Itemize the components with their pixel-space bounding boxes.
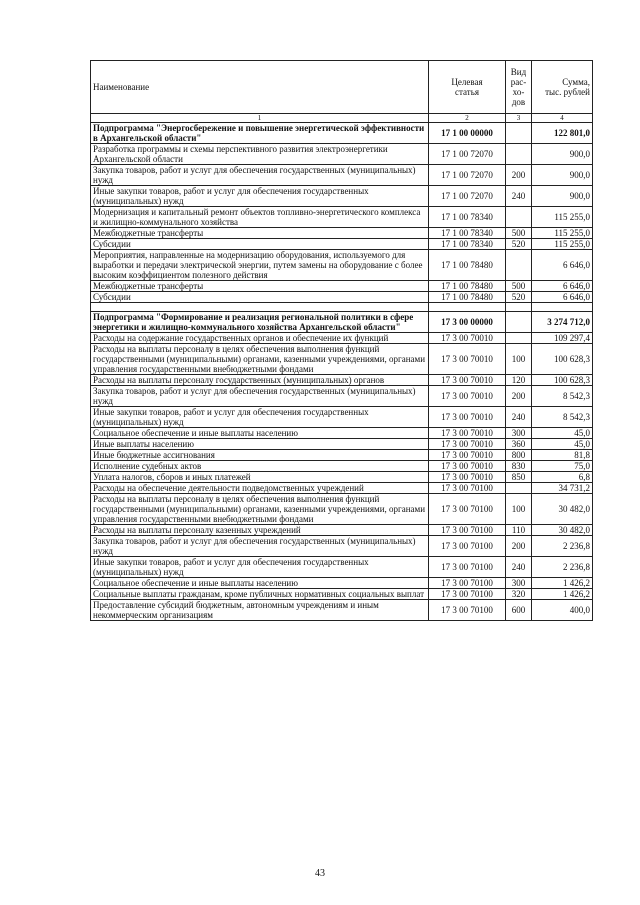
code-cell: 17 1 00 72070 [429,165,506,186]
table-row [91,600,593,621]
expense-type-cell: 500 [506,281,532,292]
name-cell: Закупка товаров, работ и услуг для обеспечения государственных (муниципальных) нужд [91,165,429,186]
table-row [91,207,593,228]
name-cell: Иные закупки товаров, работ и услуг для обеспечения государственных (муниципальных) нужд [91,407,429,428]
expense-type-cell: 120 [506,375,532,386]
expense-type-cell: 100 [506,344,532,375]
header-code-text: Целевая статья [451,77,483,97]
code-cell: 17 1 00 78480 [429,250,506,281]
index-cell: 1 [91,114,429,123]
sum-cell: 900,0 [532,144,593,165]
name-cell: Закупка товаров, работ и услуг для обеспечения государственных (муниципальных) нужд [91,536,429,557]
sum-cell: 6,8 [532,472,593,483]
name-cell: Социальное обеспечение и иные выплаты населению [91,428,429,439]
table-row [91,165,593,186]
expense-type-cell: 100 [506,494,532,525]
expense-type-cell [506,123,532,144]
expense-type-cell [506,303,532,312]
expense-type-cell: 110 [506,525,532,536]
name-cell: Уплата налогов, сборов и иных платежей [91,472,429,483]
spacer-row [91,303,593,312]
header-code [429,61,506,114]
sum-cell: 1 426,2 [532,589,593,600]
name-cell: Расходы на выплаты персоналу государственных (муниципальных) органов [91,375,429,386]
table-row [91,239,593,250]
expense-type-cell [506,483,532,494]
name-cell: Закупка товаров, работ и услуг для обеспечения государственных (муниципальных) нужд [91,386,429,407]
expense-type-cell: 800 [506,450,532,461]
sum-cell: 2 236,8 [532,557,593,578]
expense-type-cell: 600 [506,600,532,621]
name-cell: Социальное обеспечение и иные выплаты населению [91,578,429,589]
table-row [91,228,593,239]
code-cell: 17 3 00 70100 [429,536,506,557]
table-row [91,557,593,578]
sum-cell: 115 255,0 [532,207,593,228]
name-cell [91,303,429,312]
table-row [91,494,593,525]
sum-cell: 45,0 [532,439,593,450]
expense-type-cell: 500 [506,228,532,239]
code-cell: 17 1 00 78480 [429,292,506,303]
name-cell: Расходы на обеспечение деятельности подведомственных учреждений [91,483,429,494]
table-row [91,333,593,344]
code-cell: 17 3 00 70010 [429,407,506,428]
sum-cell: 900,0 [532,165,593,186]
expense-type-cell [506,250,532,281]
code-cell: 17 1 00 72070 [429,144,506,165]
name-cell: Иные бюджетные ассигнования [91,450,429,461]
code-cell: 17 3 00 70010 [429,472,506,483]
name-cell: Субсидии [91,239,429,250]
name-cell: Иные закупки товаров, работ и услуг для обеспечения государственных (муниципальных) нужд [91,186,429,207]
name-cell: Мероприятия, направленные на модернизацию оборудования, используемого для выработки и передачи электрической энергии, путем замены на оборудование с более высоким коэффициентом полезного действия [91,250,429,281]
sum-cell: 100 628,3 [532,344,593,375]
code-cell: 17 3 00 70100 [429,483,506,494]
sum-cell: 8 542,3 [532,407,593,428]
name-cell: Модернизация и капитальный ремонт объектов топливно-энергетического комплекса и жилищно-коммунального хозяйства [91,207,429,228]
sum-cell: 2 236,8 [532,536,593,557]
page-number: 43 [315,868,325,879]
code-cell: 17 1 00 78340 [429,239,506,250]
table-row [91,292,593,303]
name-cell: Иные закупки товаров, работ и услуг для обеспечения государственных (муниципальных) нужд [91,557,429,578]
table-row [91,536,593,557]
sum-cell: 109 297,4 [532,333,593,344]
code-cell: 17 3 00 70100 [429,494,506,525]
sum-cell: 34 731,2 [532,483,593,494]
code-cell: 17 3 00 70010 [429,439,506,450]
sum-cell: 30 482,0 [532,525,593,536]
table-row [91,525,593,536]
code-cell: 17 3 00 70010 [429,333,506,344]
sum-cell: 900,0 [532,186,593,207]
code-cell: 17 1 00 78340 [429,207,506,228]
header-sum-text: Сумма, тыс. рублей [545,77,590,97]
index-cell: 2 [429,114,506,123]
expense-type-cell: 240 [506,557,532,578]
code-cell: 17 3 00 70010 [429,375,506,386]
expense-type-cell [506,207,532,228]
sum-cell: 8 542,3 [532,386,593,407]
expense-type-cell: 240 [506,407,532,428]
code-cell: 17 3 00 70100 [429,600,506,621]
table-row [91,186,593,207]
code-cell: 17 3 00 70100 [429,557,506,578]
index-cell: 4 [532,114,593,123]
name-cell: Расходы на выплаты персоналу в целях обеспечения выполнения функций государственными (муниципальными) органами, казенными учреждениями, органами управления государственными внебюджетными фондами [91,344,429,375]
expense-type-cell: 360 [506,439,532,450]
table-row [91,144,593,165]
name-cell: Расходы на содержание государственных органов и обеспечение их функций [91,333,429,344]
table-row [91,578,593,589]
table-index-row [91,114,593,123]
table-header-row [91,61,593,114]
expense-type-cell: 850 [506,472,532,483]
sum-cell: 6 646,0 [532,281,593,292]
table-row [91,461,593,472]
table-body [91,123,593,621]
subprogram-row [91,123,593,144]
sum-cell: 81,8 [532,450,593,461]
table-row [91,386,593,407]
table-row [91,472,593,483]
name-cell: Предоставление субсидий бюджетным, автономным учреждениям и иным некоммерческим организациям [91,600,429,621]
sum-cell: 45,0 [532,428,593,439]
table-row [91,375,593,386]
code-cell: 17 3 00 70010 [429,428,506,439]
sum-cell: 6 646,0 [532,292,593,303]
sum-cell: 6 646,0 [532,250,593,281]
expense-type-cell: 520 [506,239,532,250]
expense-type-cell: 200 [506,165,532,186]
name-cell: Социальные выплаты гражданам, кроме публичных нормативных социальных выплат [91,589,429,600]
expense-type-cell [506,333,532,344]
table-row [91,281,593,292]
code-cell [429,303,506,312]
header-name-text: Наименование [93,82,150,92]
sum-cell: 30 482,0 [532,494,593,525]
code-cell: 17 1 00 72070 [429,186,506,207]
code-cell: 17 3 00 00000 [429,312,506,333]
code-cell: 17 3 00 70100 [429,525,506,536]
sum-cell: 75,0 [532,461,593,472]
code-cell: 17 1 00 78340 [429,228,506,239]
sum-cell: 400,0 [532,600,593,621]
code-cell: 17 3 00 70100 [429,589,506,600]
sum-cell: 3 274 712,0 [532,312,593,333]
table-row [91,407,593,428]
name-cell: Иные выплаты населению [91,439,429,450]
code-cell: 17 3 00 70010 [429,461,506,472]
sum-cell: 115 255,0 [532,228,593,239]
name-cell: Субсидии [91,292,429,303]
name-cell: Разработка программы и схемы перспективного развития электроэнергетики Архангельской области [91,144,429,165]
sum-cell: 1 426,2 [532,578,593,589]
code-cell: 17 3 00 70100 [429,578,506,589]
expense-type-cell [506,144,532,165]
sum-cell: 100 628,3 [532,375,593,386]
expense-type-cell [506,312,532,333]
header-expense-type-text: Вид рас- хо- дов [510,67,527,107]
index-cell: 3 [506,114,532,123]
expense-type-cell: 240 [506,186,532,207]
code-cell: 17 1 00 00000 [429,123,506,144]
table-row [91,589,593,600]
name-cell: Расходы на выплаты персоналу казенных учреждений [91,525,429,536]
name-cell: Исполнение судебных актов [91,461,429,472]
name-cell: Межбюджетные трансферты [91,228,429,239]
expense-type-cell: 300 [506,428,532,439]
name-cell: Подпрограмма "Энергосбережение и повышение энергетической эффективности в Архангельской области" [91,123,429,144]
budget-table-container [90,60,590,621]
code-cell: 17 1 00 78480 [429,281,506,292]
header-sum [532,61,593,114]
table-row [91,483,593,494]
table-row [91,344,593,375]
table-row [91,250,593,281]
budget-table [90,60,593,621]
name-cell: Расходы на выплаты персоналу в целях обеспечения выполнения функций государственными (муниципальными) органами, казенными учреждениями, органами управления государственными внебюджетными фондами [91,494,429,525]
code-cell: 17 3 00 70010 [429,450,506,461]
sum-cell: 115 255,0 [532,239,593,250]
expense-type-cell: 320 [506,589,532,600]
expense-type-cell: 200 [506,536,532,557]
code-cell: 17 3 00 70010 [429,386,506,407]
table-row [91,428,593,439]
sum-cell: 122 801,0 [532,123,593,144]
expense-type-cell: 300 [506,578,532,589]
code-cell: 17 3 00 70010 [429,344,506,375]
sum-cell [532,303,593,312]
expense-type-cell: 830 [506,461,532,472]
name-cell: Межбюджетные трансферты [91,281,429,292]
table-row [91,439,593,450]
name-cell: Подпрограмма "Формирование и реализация региональной политики в сфере энергетики и жилищно-коммунального хозяйства Архангельской области" [91,312,429,333]
table-row [91,450,593,461]
expense-type-cell: 520 [506,292,532,303]
expense-type-cell: 200 [506,386,532,407]
header-expense-type [506,61,532,114]
subprogram-row [91,312,593,333]
header-name [91,61,429,114]
